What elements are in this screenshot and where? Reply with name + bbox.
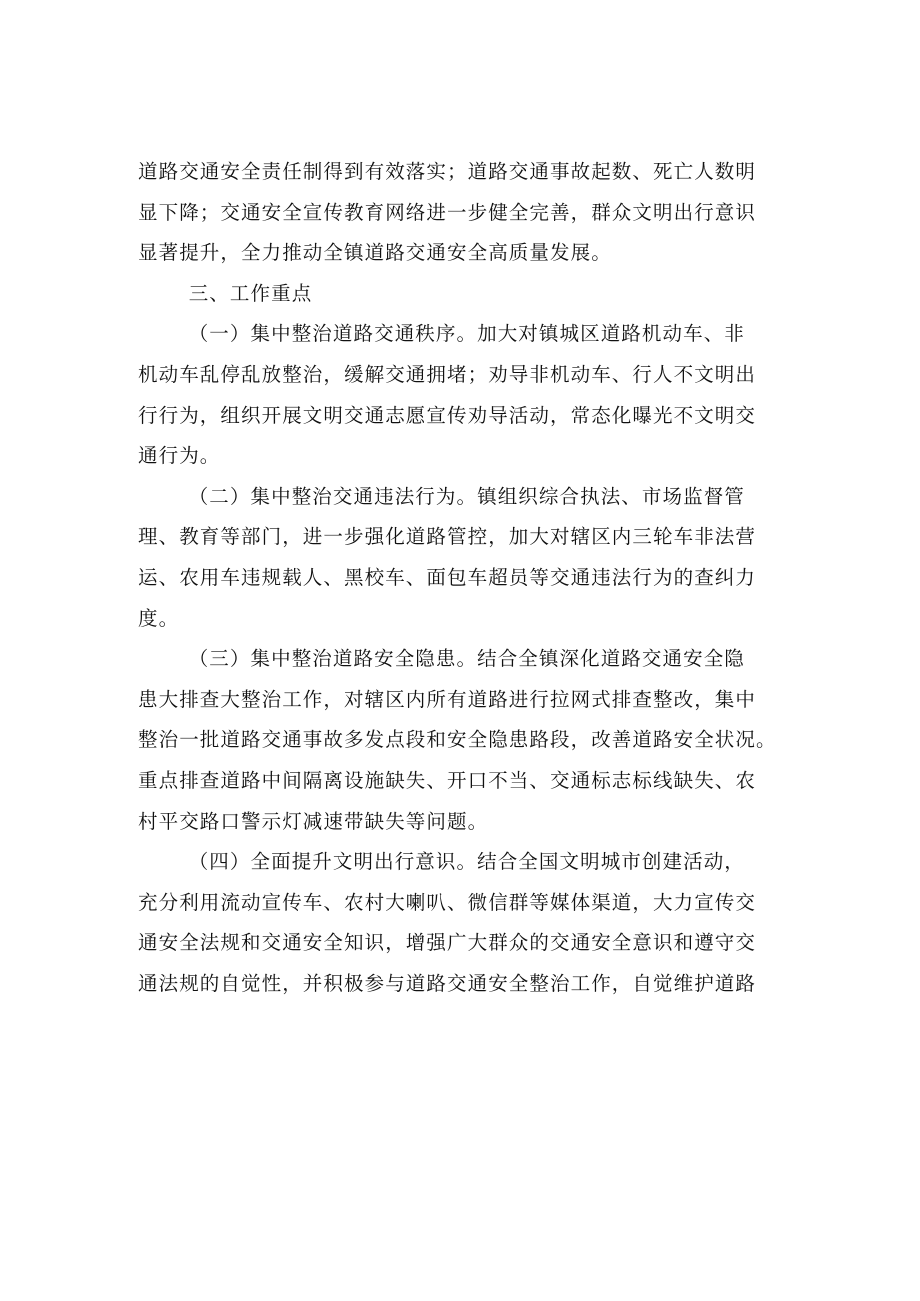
paragraph-p1 <box>138 274 790 315</box>
text-line: 道路交通安全责任制得到有效落实；道路交通事故起数、死亡人数明 <box>138 160 757 183</box>
text-line: 重点排查道路中间隔离设施缺失、开口不当、交通标志标线缺失、农 <box>138 768 757 792</box>
paragraph-p0 <box>138 152 790 274</box>
text-line: 运、农用车违规载人、黑校车、面包车超员等交通违法行为的查纠力 <box>138 565 757 589</box>
text-line: 行行为，组织开展文明交通志愿宣传劝导活动，常态化曝光不文明交 <box>138 403 757 427</box>
text-line: （二）集中整治交通违法行为。镇组织综合执法、市场监督管 <box>188 484 745 508</box>
text-line: 通安全法规和交通安全知识，增强广大群众的交通安全意识和遵守交 <box>138 931 757 955</box>
text-line: 机动车乱停乱放整治，缓解交通拥堵；劝导非机动车、行人不文明出 <box>138 362 757 386</box>
paragraph-p4 <box>138 639 790 842</box>
text-line: （三）集中整治道路安全隐患。结合全镇深化道路交通安全隐 <box>188 647 745 671</box>
text-line: 整治一批道路交通事故多发点段和安全隐患路段，改善道路安全状况。 <box>138 728 777 752</box>
text-line: 通法规的自觉性，并积极参与道路交通安全整治工作，自觉维护道路 <box>138 971 757 995</box>
text-line: 理、教育等部门，进一步强化道路管控，加大对辖区内三轮车非法营 <box>138 525 757 549</box>
text-line: 患大排查大整治工作，对辖区内所有道路进行拉网式排查整改，集中 <box>138 687 757 711</box>
text-line: 充分利用流动宣传车、农村大喇叭、微信群等媒体渠道，大力宣传交 <box>138 890 757 914</box>
paragraph-p3 <box>138 477 790 639</box>
text-line: （四）全面提升文明出行意识。结合全国文明城市创建活动， <box>188 850 745 874</box>
text-line: 通行为。 <box>138 444 221 468</box>
document-body <box>138 152 790 1004</box>
text-line: 显下降；交通安全宣传教育网络进一步健全完善，群众文明出行意识 <box>138 200 757 224</box>
text-line: 村平交路口警示灯减速带缺失等问题。 <box>138 809 489 833</box>
text-line: 三、工作重点 <box>188 281 313 305</box>
text-line: （一）集中整治道路交通秩序。加大对镇城区道路机动车、非 <box>188 322 745 346</box>
text-line: 度。 <box>138 606 180 630</box>
text-line: 显著提升，全力推动全镇道路交通安全高质量发展。 <box>138 241 612 265</box>
paragraph-p2 <box>138 314 790 476</box>
paragraph-p5 <box>138 842 790 1004</box>
